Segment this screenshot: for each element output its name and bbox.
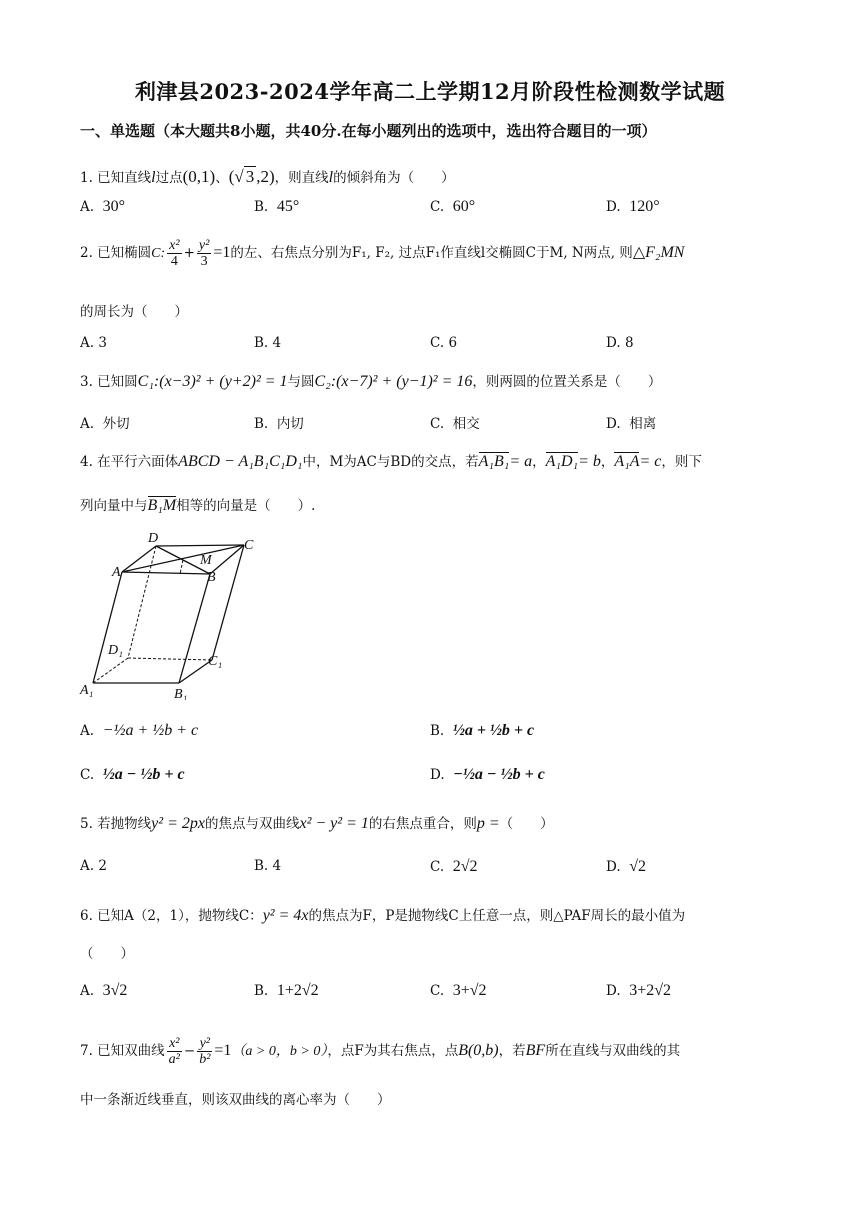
q5-option-a[interactable] [80,858,107,874]
option-label: B. [430,723,445,739]
option-label: B. [254,983,269,999]
question-3-stem [80,370,661,391]
option-label: A. [80,199,95,215]
q1-text-b: 过点 [155,170,183,186]
q3-option-b[interactable] [254,412,304,432]
option-label: C. [430,199,445,215]
q5-option-b[interactable] [254,858,281,874]
q6-option-d[interactable] [606,982,671,1000]
q7-text-c: ，若 [498,1043,526,1059]
option-value: 3√2 [102,982,128,999]
q2-eq: =1 [213,244,231,261]
q5-hyperbola: x² − y² = 1 [299,815,369,832]
question-6-stem-cont: （ ） [80,946,134,962]
q5-text-c: 的右焦点重合，则 [368,816,477,832]
q3-text-mid: 与圆 [287,374,315,390]
question-5-stem [80,812,554,833]
option-label: C. [80,767,95,783]
option-label: B. [254,335,269,351]
option-label: B. [254,858,269,874]
q4-text-c: ，则下 [661,454,702,470]
q7-text-a: 7. 已知双曲线 [80,1043,165,1059]
q4-vector-b1m: B₁M [147,497,177,514]
fig-label-d: D [148,531,159,546]
q5-parabola: y² = 2px [151,815,205,832]
option-label: A. [80,723,95,739]
q5-text-a: 5. 若抛物线 [80,816,152,832]
section-heading: 一、单选题（本大题共8小题，共40分.在每小题列出的选项中，选出符合题目的一项） [80,122,657,140]
q7-eq: =1 [214,1042,232,1059]
q2-triangle: △F₂MN [632,244,685,261]
q2-option-c[interactable] [430,335,457,351]
option-label: D. [606,416,621,432]
option-label: C. [430,335,445,351]
question-6-stem [80,904,685,925]
option-label: C. [430,416,445,432]
q3-text-a: 3. 已知圆 [80,374,138,390]
option-value: 6 [448,335,458,351]
q4-text-a: 4. 在平行六面体 [80,454,179,470]
q2-option-d[interactable] [606,335,634,351]
q4-eq-b: = b [578,453,601,470]
q1-option-b[interactable] [254,198,299,216]
question-4-stem-cont [80,494,315,515]
q1-option-c[interactable] [430,198,475,216]
q7-condition: （a > 0，b > 0） [231,1044,328,1059]
q1-var-l-2: l [328,169,334,186]
q1-option-a[interactable] [80,198,125,216]
option-label: D. [606,335,621,351]
option-value: 外切 [102,416,130,432]
q4-eq-c: = c [639,453,662,470]
option-label: C. [430,983,445,999]
question-7-stem: 7. 已知双曲线 $\frac{\text{x²}}{\text{a²}}$ − $\frac{\text{y²}}{\text{b²}}$ =1（a > 0，b > 0），点F为其右焦点，点B(0,b)，若BF所在直线与双曲线的其 [80,1036,681,1067]
option-value: 1+2√2 [276,982,319,999]
page-title: 利津县2023-2024学年高二上学期12月阶段性检测数学试题 [134,79,726,104]
option-value: 8 [624,335,634,351]
fig-label-m: M [200,553,212,568]
q1-point-1: (0,1) [182,167,216,186]
fig-label-a1: A₁ [80,683,94,698]
q2-ellipse-name: C: [151,246,166,261]
q4-text-b: 中，M为AC与BD的交点，若 [302,454,479,470]
option-value: 内切 [276,416,304,432]
fig-label-c: C [244,538,254,553]
q4-text-e: 相等的向量是（ ）. [176,498,316,514]
q3-option-d[interactable] [606,412,656,432]
option-value: 3+√2 [452,982,487,999]
option-label: B. [254,199,269,215]
q1-text-a: 1. 已知直线 [80,170,152,186]
q7-frac-y: $\frac{\text{y²}}{\text{b²}}$ [199,1036,211,1067]
q5-p: p = [476,815,500,832]
q7-text-d: 所在直线与双曲线的其 [545,1043,681,1059]
option-label: C. [430,859,445,875]
q3-text-b: ，则两圆的位置关系是（ ） [472,374,662,390]
question-2-stem: 2. 已知椭圆C: $\frac{\text{x²}}{4}$ + $\frac{\text{y²}}{3}$ =1的左、右焦点分别为F₁, F₂, 过点F₁作直线l交椭圆C于M, N两点, 则△F₂MN [80,238,685,269]
q1-text-c: ，则直线 [274,170,329,186]
option-value: √2 [629,858,647,875]
q4-vector-a1b1: A₁B₁ [478,453,510,470]
option-label: A. [80,983,95,999]
fig-label-c1: C₁ [208,654,223,669]
q2-option-a[interactable] [80,335,107,351]
option-label: B. [254,416,269,432]
fig-label-d1: D₁ [108,643,123,658]
option-value: 相离 [629,416,657,432]
option-value: −½a − ½b + c [453,766,545,783]
q4-solid: ABCD − A₁B₁C₁D₁ [178,453,303,470]
q4-option-c[interactable] [80,766,185,784]
q5-option-d[interactable] [606,858,646,876]
q3-circle-1: C₁:(x−3)² + (y+2)² = 1 [137,373,288,390]
option-label: D. [606,859,621,875]
question-7-stem-cont: 中一条渐近线垂直，则该双曲线的离心率为（ ） [80,1092,391,1108]
q3-circle-2: C₂:(x−7)² + (y−1)² = 16 [314,373,473,390]
q5-option-c[interactable] [430,858,478,876]
q3-option-a[interactable] [80,412,130,432]
option-value: 30° [102,198,126,215]
q6-text-b: 的焦点为F，P是抛物线C上任意一点，则△PAF周长的最小值为 [308,908,686,924]
q4-eq-a: = a [509,453,533,470]
option-value: 60° [452,198,476,215]
option-value: ½a − ½b + c [102,766,185,783]
q2-text-a: 2. 已知椭圆 [80,245,152,261]
q5-text-b: 的焦点与双曲线 [204,816,300,832]
q1-separator: 、 [215,170,229,186]
q3-option-c[interactable] [430,412,480,432]
q1-text-d: 的倾斜角为（ ） [333,170,455,186]
q6-option-a[interactable] [80,982,127,1000]
option-value: ½a + ½b + c [452,722,535,739]
q6-text-a: 6. 已知A（2，1），抛物线C： [80,908,263,924]
q7-frac-x: $\frac{\text{x²}}{\text{a²}}$ [168,1036,180,1067]
option-value: 4 [272,335,282,351]
option-label: A. [80,858,95,874]
fig-label-b1: B₁ [174,687,188,700]
option-label: D. [606,983,621,999]
q7-point-b: B(0,b) [458,1042,499,1059]
parallelepiped-figure [76,530,276,700]
q1-point-2-close: ,2) [256,167,275,186]
option-value: 2 [98,858,107,874]
option-value: 相交 [452,416,480,432]
q1-option-d[interactable] [606,198,660,216]
option-label: D. [606,199,621,215]
q4-vector-a1d1: A₁D₁ [545,453,579,470]
question-4-stem: 4. 在平行六面体ABCD − A₁B₁C₁D₁中，M为AC与BD的交点，若A₁B₁= a，A₁D₁= b，A₁A= c，则下 [80,453,702,470]
q6-option-c[interactable] [430,982,487,1000]
option-value: 4 [272,858,282,874]
q2-frac-x: $\frac{\text{x²}}{4}$ [169,238,180,269]
option-value: 120° [629,198,660,215]
q6-option-b[interactable] [254,982,319,1000]
q4-option-b[interactable] [430,722,534,740]
q2-text-b: 的左、右焦点分别为F₁, F₂, 过点F₁作直线l交椭圆C于M, N两点, 则 [230,245,633,261]
q1-point-2-root: 3 [245,167,255,186]
question-1-stem: 1. 已知直线l过点(0,1)、(√ 3 ,2)，则直线l的倾斜角为（ ） [80,167,455,186]
option-label: A. [80,335,95,351]
q6-parabola: y² = 4x [262,907,309,924]
q4-text-d: 列向量中与 [80,498,148,514]
question-2-stem-cont: 的周长为（ ） [80,304,188,320]
q1-point-2-open: ( [228,167,235,186]
option-value: 2√2 [452,858,478,875]
q4-vector-a1a: A₁A [614,453,640,470]
option-label: A. [80,416,95,432]
q5-text-d: （ ） [499,816,554,832]
q2-option-b[interactable] [254,335,281,351]
q7-bf: BF [525,1042,546,1059]
q2-frac-y: $\frac{\text{y²}}{3}$ [198,238,210,269]
q7-text-b: ，点F为其右焦点，点 [327,1043,459,1059]
option-value: −½a + ½b + c [102,722,199,739]
q1-var-l: l [151,169,156,186]
option-value: 45° [276,198,300,215]
option-value: 3+2√2 [629,982,672,999]
q4-option-a[interactable] [80,722,198,740]
fig-label-a: A [112,565,121,580]
q4-option-d[interactable] [430,766,545,784]
fig-label-b: B [207,570,216,585]
option-value: 3 [98,335,107,351]
option-label: D. [430,767,445,783]
